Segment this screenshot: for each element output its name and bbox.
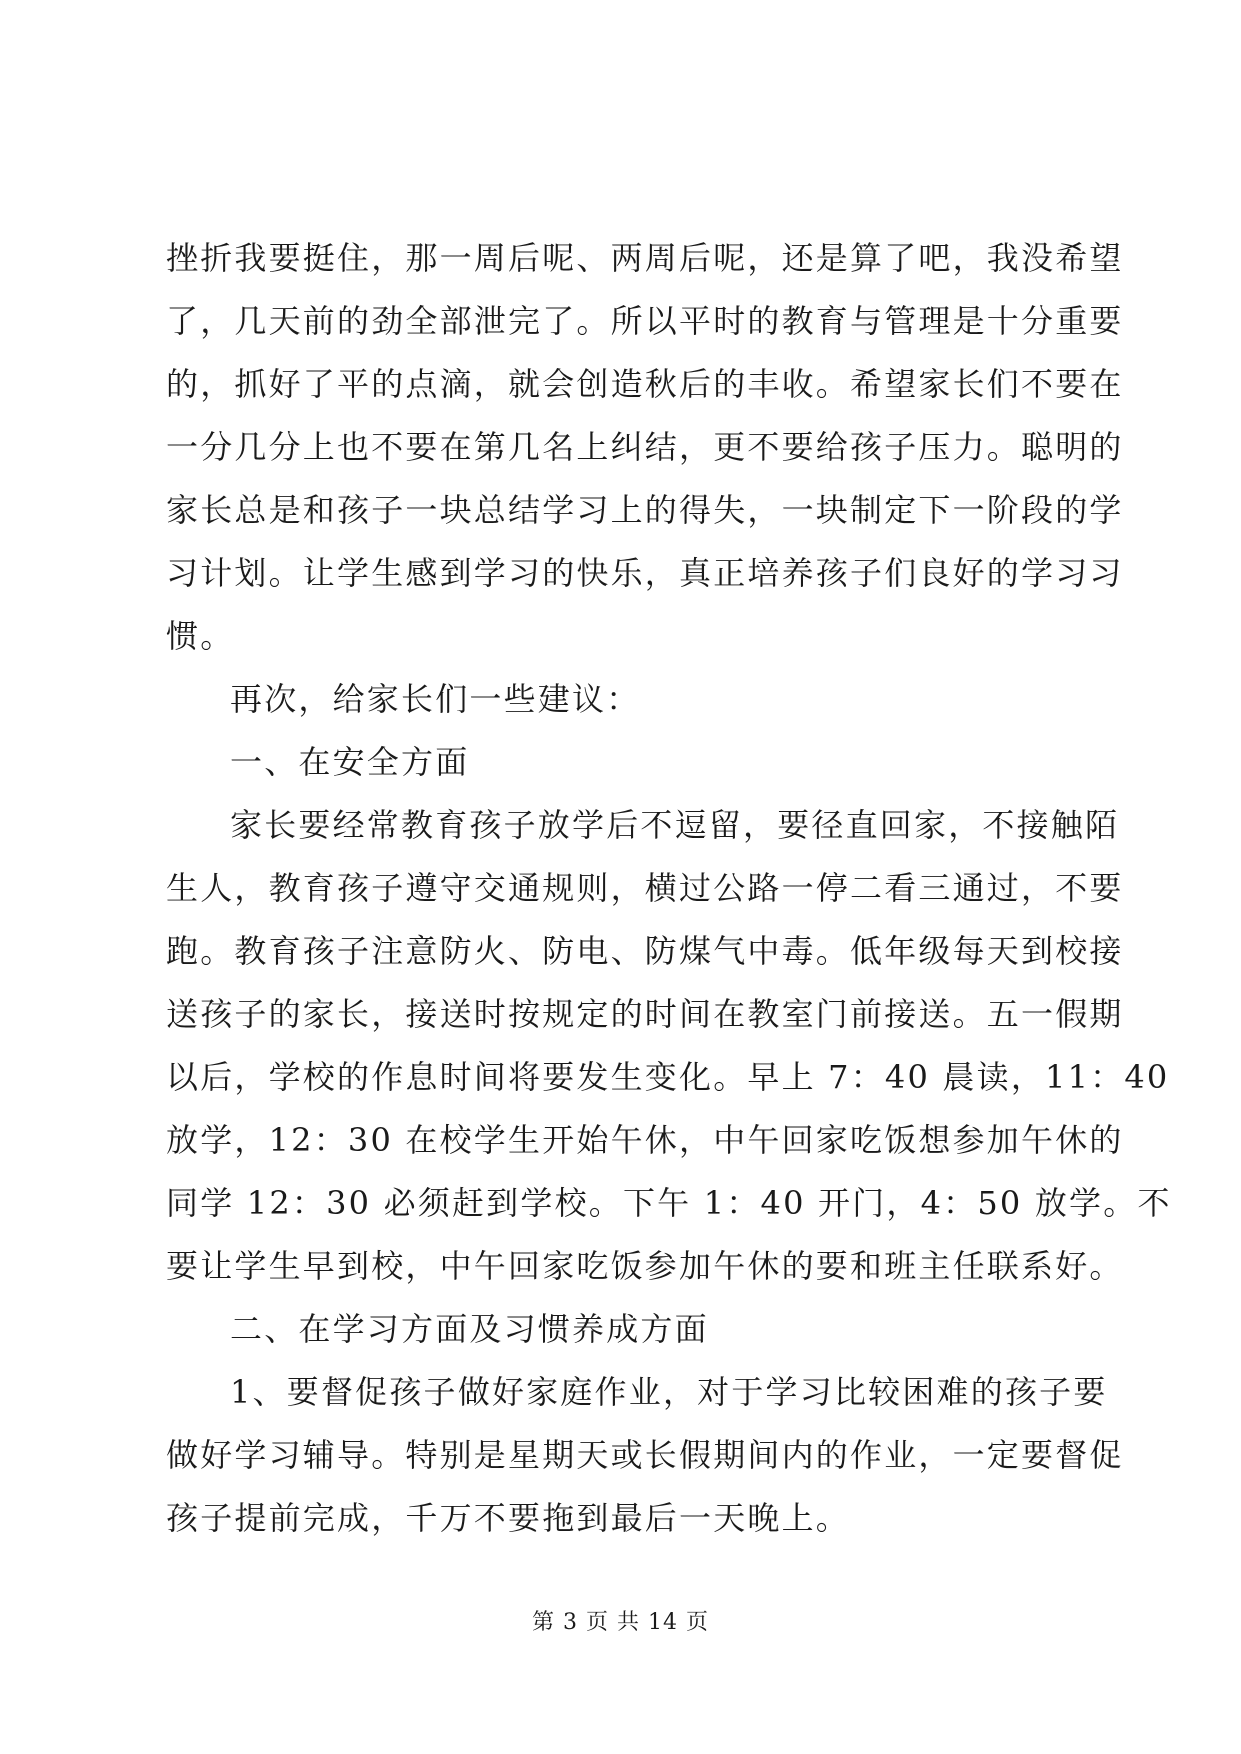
text-line: 跑。教育孩子注意防火、防电、防煤气中毒。低年级每天到校接	[166, 932, 1124, 970]
text-line: 放学，12：30 在校学生开始午休，中午回家吃饭想参加午休的	[166, 1121, 1124, 1159]
text-line: 再次，给家长们一些建议：	[230, 680, 641, 718]
text-line: 惯。	[166, 617, 235, 655]
text-line: 挫折我要挺住，那一周后呢、两周后呢，还是算了吧，我没希望	[166, 239, 1124, 277]
text-line: 以后，学校的作息时间将要发生变化。早上 7：40 晨读，11：40	[166, 1058, 1170, 1096]
text-line: 的，抓好了平的点滴，就会创造秋后的丰收。希望家长们不要在	[166, 365, 1124, 403]
text-line: 了，几天前的劲全部泄完了。所以平时的教育与管理是十分重要	[166, 302, 1124, 340]
text-line: 习计划。让学生感到学习的快乐，真正培养孩子们良好的学习习	[166, 554, 1124, 592]
text-line: 家长总是和孩子一块总结学习上的得失，一块制定下一阶段的学	[166, 491, 1124, 529]
text-line: 一分几分上也不要在第几名上纠结，更不要给孩子压力。聪明的	[166, 428, 1124, 466]
text-line: 家长要经常教育孩子放学后不逗留，要径直回家，不接触陌	[230, 806, 1120, 844]
text-line: 孩子提前完成，千万不要拖到最后一天晚上。	[166, 1499, 851, 1537]
text-line: 做好学习辅导。特别是星期天或长假期间内的作业，一定要督促	[166, 1436, 1124, 1474]
text-line: 同学 12：30 必须赶到学校。下午 1：40 开门，4：50 放学。不	[166, 1184, 1172, 1222]
text-line: 1、要督促孩子做好家庭作业，对于学习比较困难的孩子要	[230, 1373, 1108, 1411]
section-heading: 一、在安全方面	[230, 743, 470, 781]
text-line: 生人，教育孩子遵守交通规则，横过公路一停二看三通过，不要	[166, 869, 1124, 907]
section-heading: 二、在学习方面及习惯养成方面	[230, 1310, 709, 1348]
document-body	[166, 227, 1172, 1550]
text-line: 要让学生早到校，中午回家吃饭参加午休的要和班主任联系好。	[166, 1247, 1124, 1285]
text-line: 送孩子的家长，接送时按规定的时间在教室门前接送。五一假期	[166, 995, 1124, 1033]
page-number-footer: 第 3 页 共 14 页	[532, 1610, 709, 1635]
